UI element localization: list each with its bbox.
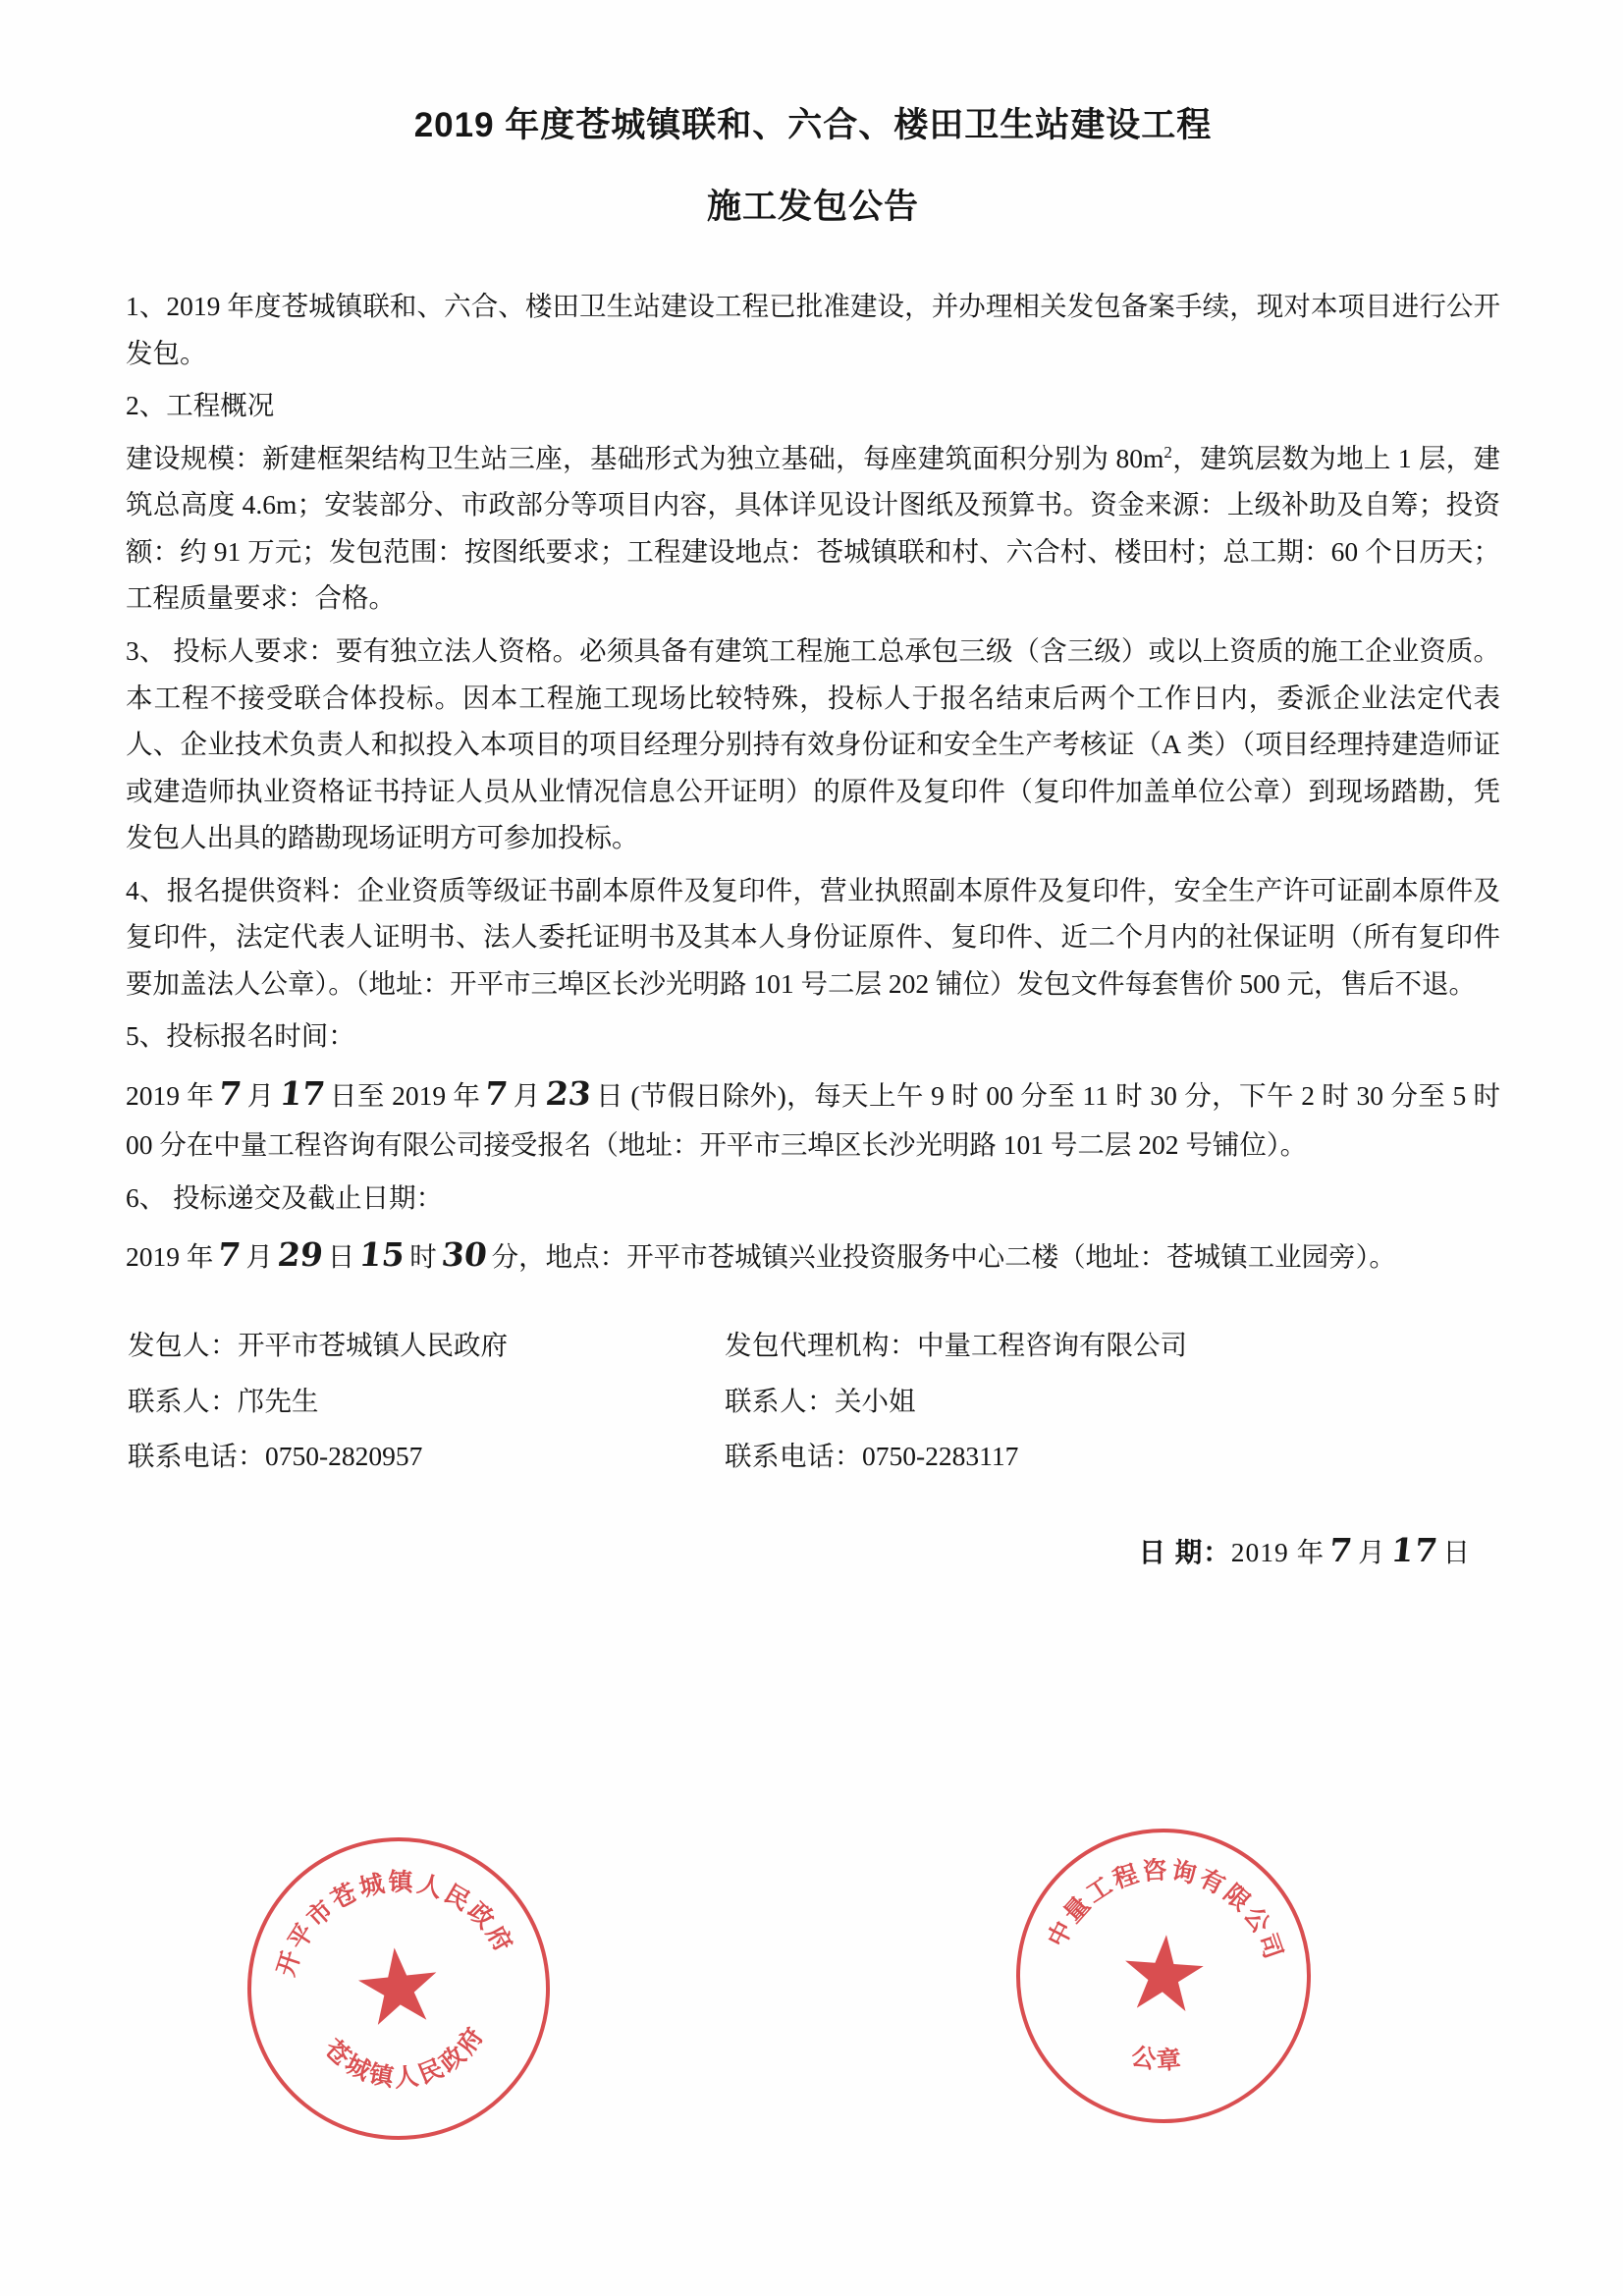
- issuer-phone-label: 联系电话：: [128, 1441, 265, 1472]
- deadline-handwritten-month: 7: [216, 1235, 243, 1275]
- signature-block-agent: [725, 1318, 1187, 1484]
- issuer-row: [128, 1318, 508, 1373]
- agent-stamp-bottom-text: 公章: [1128, 2043, 1185, 2076]
- document-body: [126, 283, 1500, 1283]
- reg-seg-5: 日 (节假日除外)，每天上午 9 时 00 分至 11 时 30 分，下午 2 时 30 分至 5 时 00 分在中量工程咨询有限公司接受报名（地址：开平市三埠区长沙光明路 101 号二层 202 号铺位）。: [126, 1080, 1501, 1161]
- square-meter-exponent: 2: [1163, 442, 1172, 462]
- issuer-phone-row: [128, 1429, 508, 1484]
- paragraph-7-registration-dates: [126, 1066, 1500, 1169]
- page-title-line-2: 施工发包公告: [706, 188, 919, 226]
- agent-label: 发包代理机构：: [725, 1330, 917, 1361]
- document-content: [126, 0, 1501, 1570]
- deadline-handwritten-minute: 30: [439, 1235, 489, 1275]
- date-month-unit: 月: [1358, 1537, 1386, 1568]
- paragraph-5-materials: 4、报名提供资料：企业资质等级证书副本原件及复印件，营业执照副本原件及复印件，安全生产许可证副本原件及复印件，法定代表人证明书、法人委托证明书及其本人身份证原件、复印件、近二个月内的社保证明（所有复印件要加盖法人公章）。（地址：开平市三埠区长沙光明路 101 号二层 202 铺位）发包文件每套售价 500 元，售后不退。: [126, 874, 1500, 999]
- paragraph-4-bidder-requirements: 3、 投标人要求：要有独立法人资格。必须具备有建筑工程施工总承包三级（含三级）或以上资质的施工企业资质。本工程不接受联合体投标。因本工程施工现场比较特殊，投标人于报名结束后两个工作日内，委派企业法定代表人、企业技术负责人和拟投入本项目的项目经理分别持有效身份证和安全生产考核证（A 类）（项目经理持建造师证或建造师执业资格证书持证人员从业情况信息公开证明）的原件及复印件（复印件加盖单位公章）到现场踏勘，凭发包人出具的踏勘现场证明方可参加投标。: [126, 634, 1500, 853]
- paragraph-8-deadline-heading: 6、 投标递交及截止日期：: [126, 1181, 444, 1213]
- date-year: 2019 年: [1230, 1537, 1325, 1568]
- reg-seg-1: 2019 年: [126, 1080, 215, 1111]
- signature-area: [126, 1318, 1500, 1570]
- reg-seg-4: 月: [513, 1080, 541, 1111]
- agent-contact-row: [725, 1374, 1187, 1429]
- document-title-block: [126, 0, 1500, 224]
- scope-text-b: ，建筑层数为地上 1 层，建筑总高度 4.6m；安装部分、市政部分等项目内容，具体详见设计图纸及预算书。资金来源：上级补助及自筹；投资额：约 91 万元；发包范围：按图纸要求；工程建设地点：苍城镇联和村、六合村、楼田村；总工期：60 个日历天；工程质量要求：合格。: [126, 442, 1500, 614]
- date-label: 日 期：: [1138, 1537, 1231, 1568]
- deadline-seg-3: 日: [327, 1241, 355, 1273]
- deadline-seg-2: 月: [245, 1241, 273, 1273]
- paragraph-1: 1、2019 年度苍城镇联和、六合、楼田卫生站建设工程已批准建设，并办理相关发包备案手续，现对本项目进行公开发包。: [126, 291, 1500, 368]
- agent-contact-value: 关小姐: [835, 1385, 916, 1416]
- reg-handwritten-month-start: 7: [217, 1074, 244, 1113]
- issuer-contact-value: 邝先生: [238, 1385, 319, 1416]
- date-handwritten-day: 17: [1388, 1531, 1440, 1570]
- deadline-seg-4: 时: [409, 1241, 437, 1273]
- reg-handwritten-day-start: 17: [277, 1074, 327, 1113]
- issuer-stamp-arc-text: 开平市苍城镇人民政府: [273, 1869, 518, 1980]
- issuer-contact-row: [128, 1374, 508, 1429]
- issuer-contact-label: 联系人：: [128, 1385, 238, 1416]
- agent-stamp-arc-text: 中量工程咨询有限公司: [1044, 1857, 1287, 1965]
- deadline-handwritten-day: 29: [275, 1235, 325, 1275]
- paragraph-3-scope: [126, 435, 1500, 622]
- agent-phone-row: [725, 1429, 1187, 1484]
- agent-contact-label: 联系人：: [725, 1385, 835, 1416]
- date-day-unit: 日: [1442, 1537, 1471, 1568]
- paragraph-9-deadline: [126, 1227, 1500, 1283]
- deadline-seg-5: 分，地点：开平市苍城镇兴业投资服务中心二楼（地址：苍城镇工业园旁）。: [491, 1241, 1396, 1273]
- issuer-value: 开平市苍城镇人民政府: [238, 1330, 508, 1361]
- official-seal-agent-stamp: [1006, 1819, 1321, 2133]
- reg-handwritten-month-end: 7: [483, 1074, 511, 1113]
- issuer-stamp-star-icon: ★: [352, 1937, 446, 2041]
- paragraph-2-heading: 2、工程概况: [126, 390, 275, 421]
- page-title-line-1: 2019 年度苍城镇联和、六合、楼田卫生站建设工程: [413, 106, 1213, 144]
- agent-value: 中量工程咨询有限公司: [917, 1330, 1187, 1361]
- agent-stamp-arc-text-wrap: [1010, 1823, 1317, 2129]
- document-date-line: [1139, 1530, 1471, 1569]
- agent-phone-label: 联系电话：: [725, 1441, 862, 1472]
- issuer-stamp-bottom-text: 苍城镇人民政府: [318, 2021, 491, 2093]
- reg-seg-2: 月: [246, 1080, 275, 1111]
- date-handwritten-month: 7: [1327, 1531, 1356, 1570]
- scope-text-a: 建设规模：新建框架结构卫生站三座，基础形式为独立基础，每座建筑面积分别为 80m: [126, 442, 1164, 473]
- issuer-phone-value: 0750-2820957: [265, 1441, 423, 1472]
- agent-row: [725, 1318, 1187, 1373]
- deadline-handwritten-hour: 15: [357, 1235, 407, 1275]
- deadline-seg-1: 2019 年: [126, 1241, 214, 1273]
- official-seal-issuer-stamp: [233, 1823, 566, 2156]
- issuer-label: 发包人：: [128, 1330, 238, 1361]
- signature-block-issuer: [128, 1318, 508, 1484]
- agent-phone-value: 0750-2283117: [862, 1441, 1019, 1472]
- issuer-stamp-arc-text-wrap: [237, 1827, 561, 2151]
- agent-stamp-star-icon: ★: [1117, 1926, 1210, 2026]
- reg-handwritten-day-end: 23: [543, 1074, 593, 1113]
- reg-seg-3: 日至 2019 年: [329, 1080, 481, 1111]
- paragraph-6-registration-heading: 5、投标报名时间：: [126, 1020, 355, 1052]
